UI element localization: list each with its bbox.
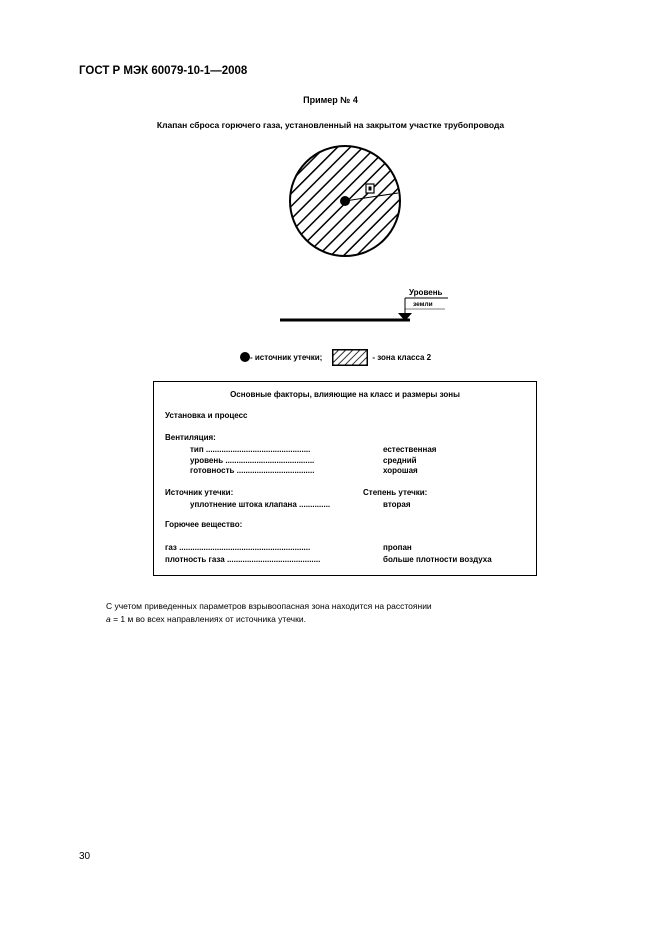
note-line-2 bbox=[106, 613, 432, 626]
factors-title: Основные факторы, влияющие на класс и размеры зоны bbox=[230, 390, 460, 399]
vent-type-value: естественная bbox=[383, 445, 437, 454]
grade-heading: Степень утечки: bbox=[363, 488, 428, 497]
conclusion-note bbox=[106, 600, 432, 626]
legend-zone-label: - зона класса 2 bbox=[372, 352, 432, 362]
legend-source-label: - источник утечки; bbox=[250, 352, 323, 362]
document-header: ГОСТ Р МЭК 60079-10-1—2008 bbox=[79, 65, 248, 77]
vent-type-label: тип ............................................... bbox=[190, 445, 311, 454]
note-line-1: С учетом приведенных параметров взрывоопасная зона находится на расстоянии bbox=[106, 601, 432, 611]
zone-2-swatch bbox=[332, 349, 368, 366]
page-number: 30 bbox=[79, 851, 91, 862]
density-label: плотность газа .......................................... bbox=[165, 555, 321, 564]
figure-caption: Клапан сброса горючего газа, установленный на закрытом участке трубопровода bbox=[156, 120, 505, 130]
substance-heading: Горючее вещество: bbox=[165, 520, 243, 529]
installation-heading: Установка и процесс bbox=[165, 411, 248, 420]
vent-level-value: средний bbox=[383, 456, 417, 465]
vent-availability-value: хорошая bbox=[383, 466, 418, 475]
legend bbox=[240, 347, 431, 367]
ground-level-label-1: Уровень bbox=[409, 288, 443, 297]
ground-level-label-2: земли bbox=[413, 301, 433, 308]
leak-source-dot bbox=[340, 196, 350, 206]
source-item-value: вторая bbox=[383, 500, 411, 509]
note-variable: а bbox=[106, 614, 111, 624]
example-title: Пример № 4 bbox=[303, 95, 358, 105]
hazard-zone-diagram bbox=[240, 140, 470, 335]
vent-level-label: уровень ........................................ bbox=[190, 456, 315, 465]
source-heading: Источник утечки: bbox=[165, 488, 234, 497]
source-item-label: уплотнение штока клапана .............. bbox=[190, 500, 331, 509]
vent-availability-label: готовность ................................... bbox=[190, 466, 315, 475]
note-line-2-text: = 1 м во всех направлениях от источника утечки. bbox=[110, 614, 306, 624]
density-value: больше плотности воздуха bbox=[383, 555, 492, 564]
gas-label: газ ........................................................... bbox=[165, 543, 311, 552]
gas-value: пропан bbox=[383, 543, 412, 552]
leak-source-symbol bbox=[240, 352, 250, 362]
factors-table bbox=[153, 381, 537, 576]
ventilation-heading: Вентиляция: bbox=[165, 433, 216, 442]
